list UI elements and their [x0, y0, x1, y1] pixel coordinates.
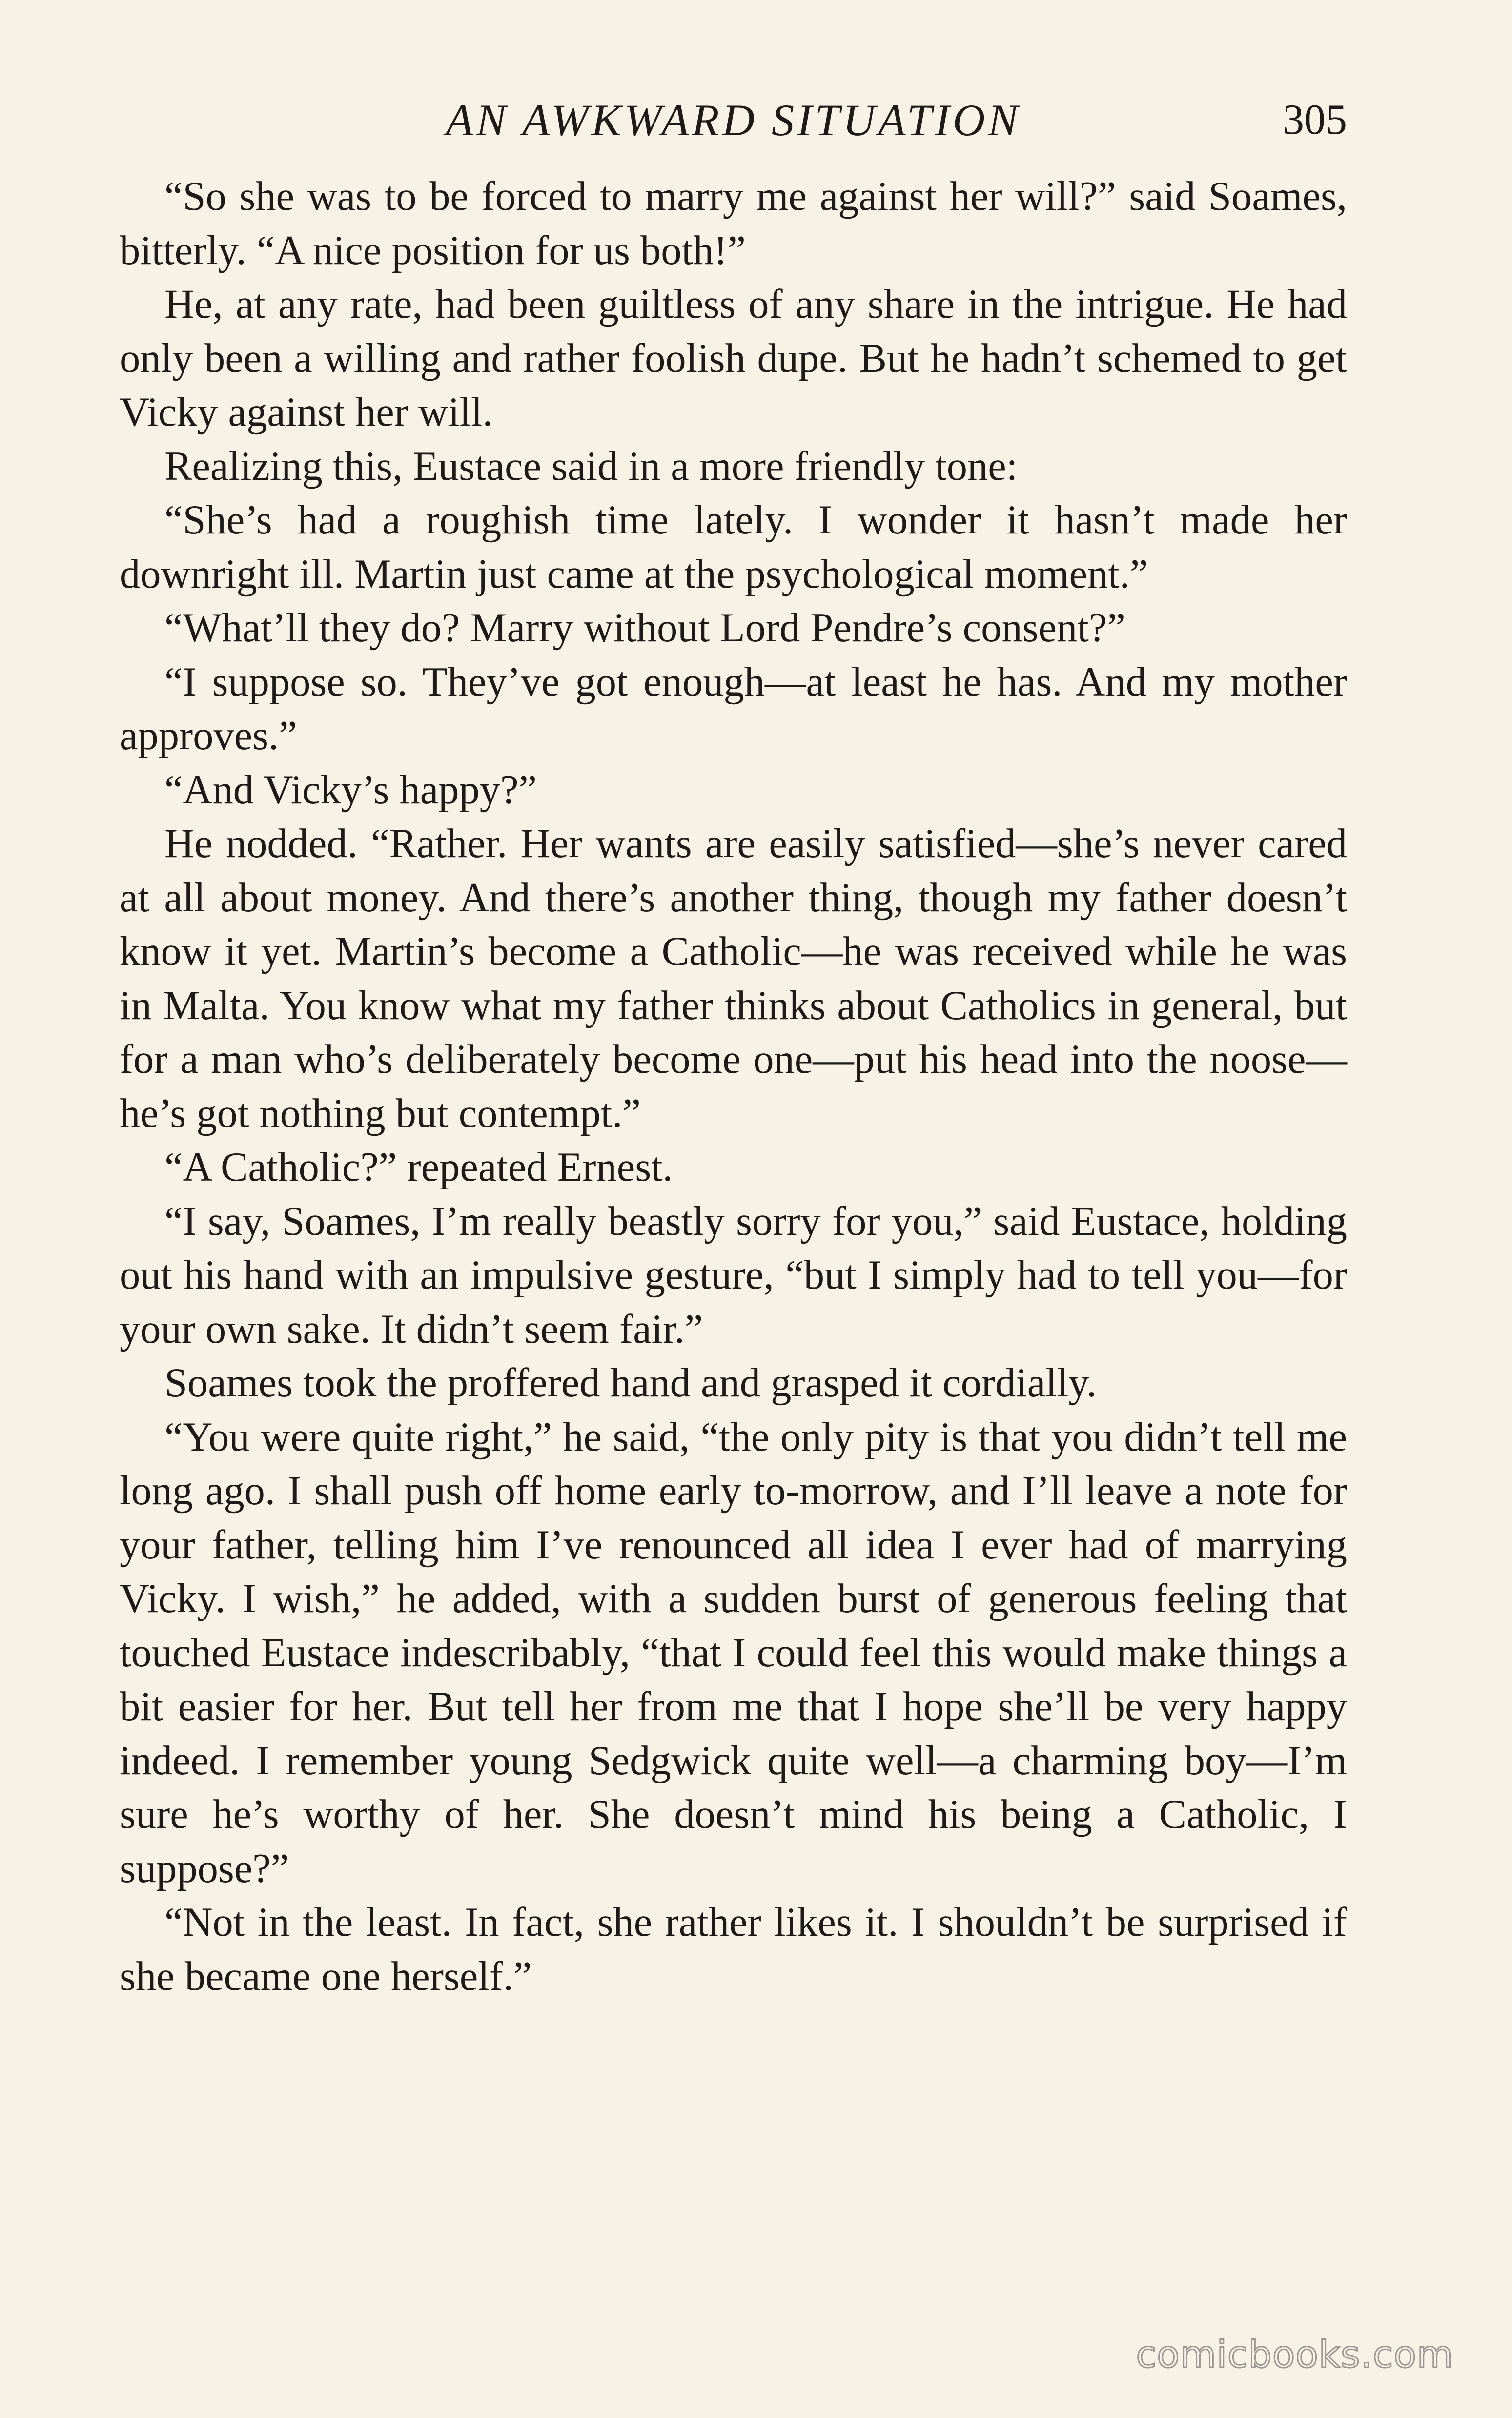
page-number: 305 [1283, 96, 1347, 143]
watermark: comicbooks.com [1136, 2333, 1453, 2376]
paragraph: Soames took the proffered hand and grasped it cordially. [164, 1360, 1097, 1406]
running-title: AN AWKWARD SITUATION [446, 95, 1021, 145]
paragraph: “A Catholic?” repeated Ernest. [164, 1145, 673, 1190]
paragraph: “I suppose so. They’ve got enough—at least he has. And my mother approves.” [120, 659, 1347, 758]
paragraph: He nodded. “Rather. Her wants are easily satisfied—she’s never cared at all about money. And there’s another thing, though my father doesn’t know it yet. Martin’s become a Catholic—he was received while he was in Malta. You know what my father thinks about Catholics in general, but for a man who’s deliberately become one—put his head into the noose—he’s got nothing but contempt.” [120, 821, 1347, 1136]
paragraph: He, at any rate, had been guiltless of any share in the intrigue. He had only been a willing and rather foolish dupe. But he hadn’t schemed to get Vicky against her will. [120, 282, 1347, 435]
paragraph: “She’s had a roughish time lately. I wonder it hasn’t made her downright ill. Martin just came at the psychological moment.” [120, 497, 1347, 597]
body-text [120, 170, 1347, 2004]
running-head [120, 86, 1347, 154]
paragraph: “What’ll they do? Marry without Lord Pendre’s consent?” [164, 605, 1125, 651]
paragraph: Realizing this, Eustace said in a more friendly tone: [164, 443, 1018, 489]
paragraph: “Not in the least. In fact, she rather likes it. I shouldn’t be surprised if she became one herself.” [120, 1900, 1347, 1999]
paragraph: “And Vicky’s happy?” [164, 767, 537, 813]
paragraph: “I say, Soames, I’m really beastly sorry for you,” said Eustace, holding out his hand with an impulsive gesture, “but I simply had to tell you—for your own sake. It didn’t seem fair.” [120, 1198, 1347, 1352]
paragraph: “So she was to be forced to marry me against her will?” said Soames, bitterly. “A nice position for us both!” [120, 174, 1347, 273]
paragraph: “You were quite right,” he said, “the only pity is that you didn’t tell me long ago. I shall push off home early to-morrow, and I’ll leave a note for your father, telling him I’ve renounced all idea I ever had of marrying Vicky. I wish,” he added, with a sudden burst of generous feeling that touched Eustace indescribably, “that I could feel this would make things a bit easier for her. But tell her from me that I hope she’ll be very happy indeed. I remember young Sedgwick quite well—a charming boy—I’m sure he’s worthy of her. She doesn’t mind his being a Catholic, I suppose?” [120, 1414, 1347, 1891]
